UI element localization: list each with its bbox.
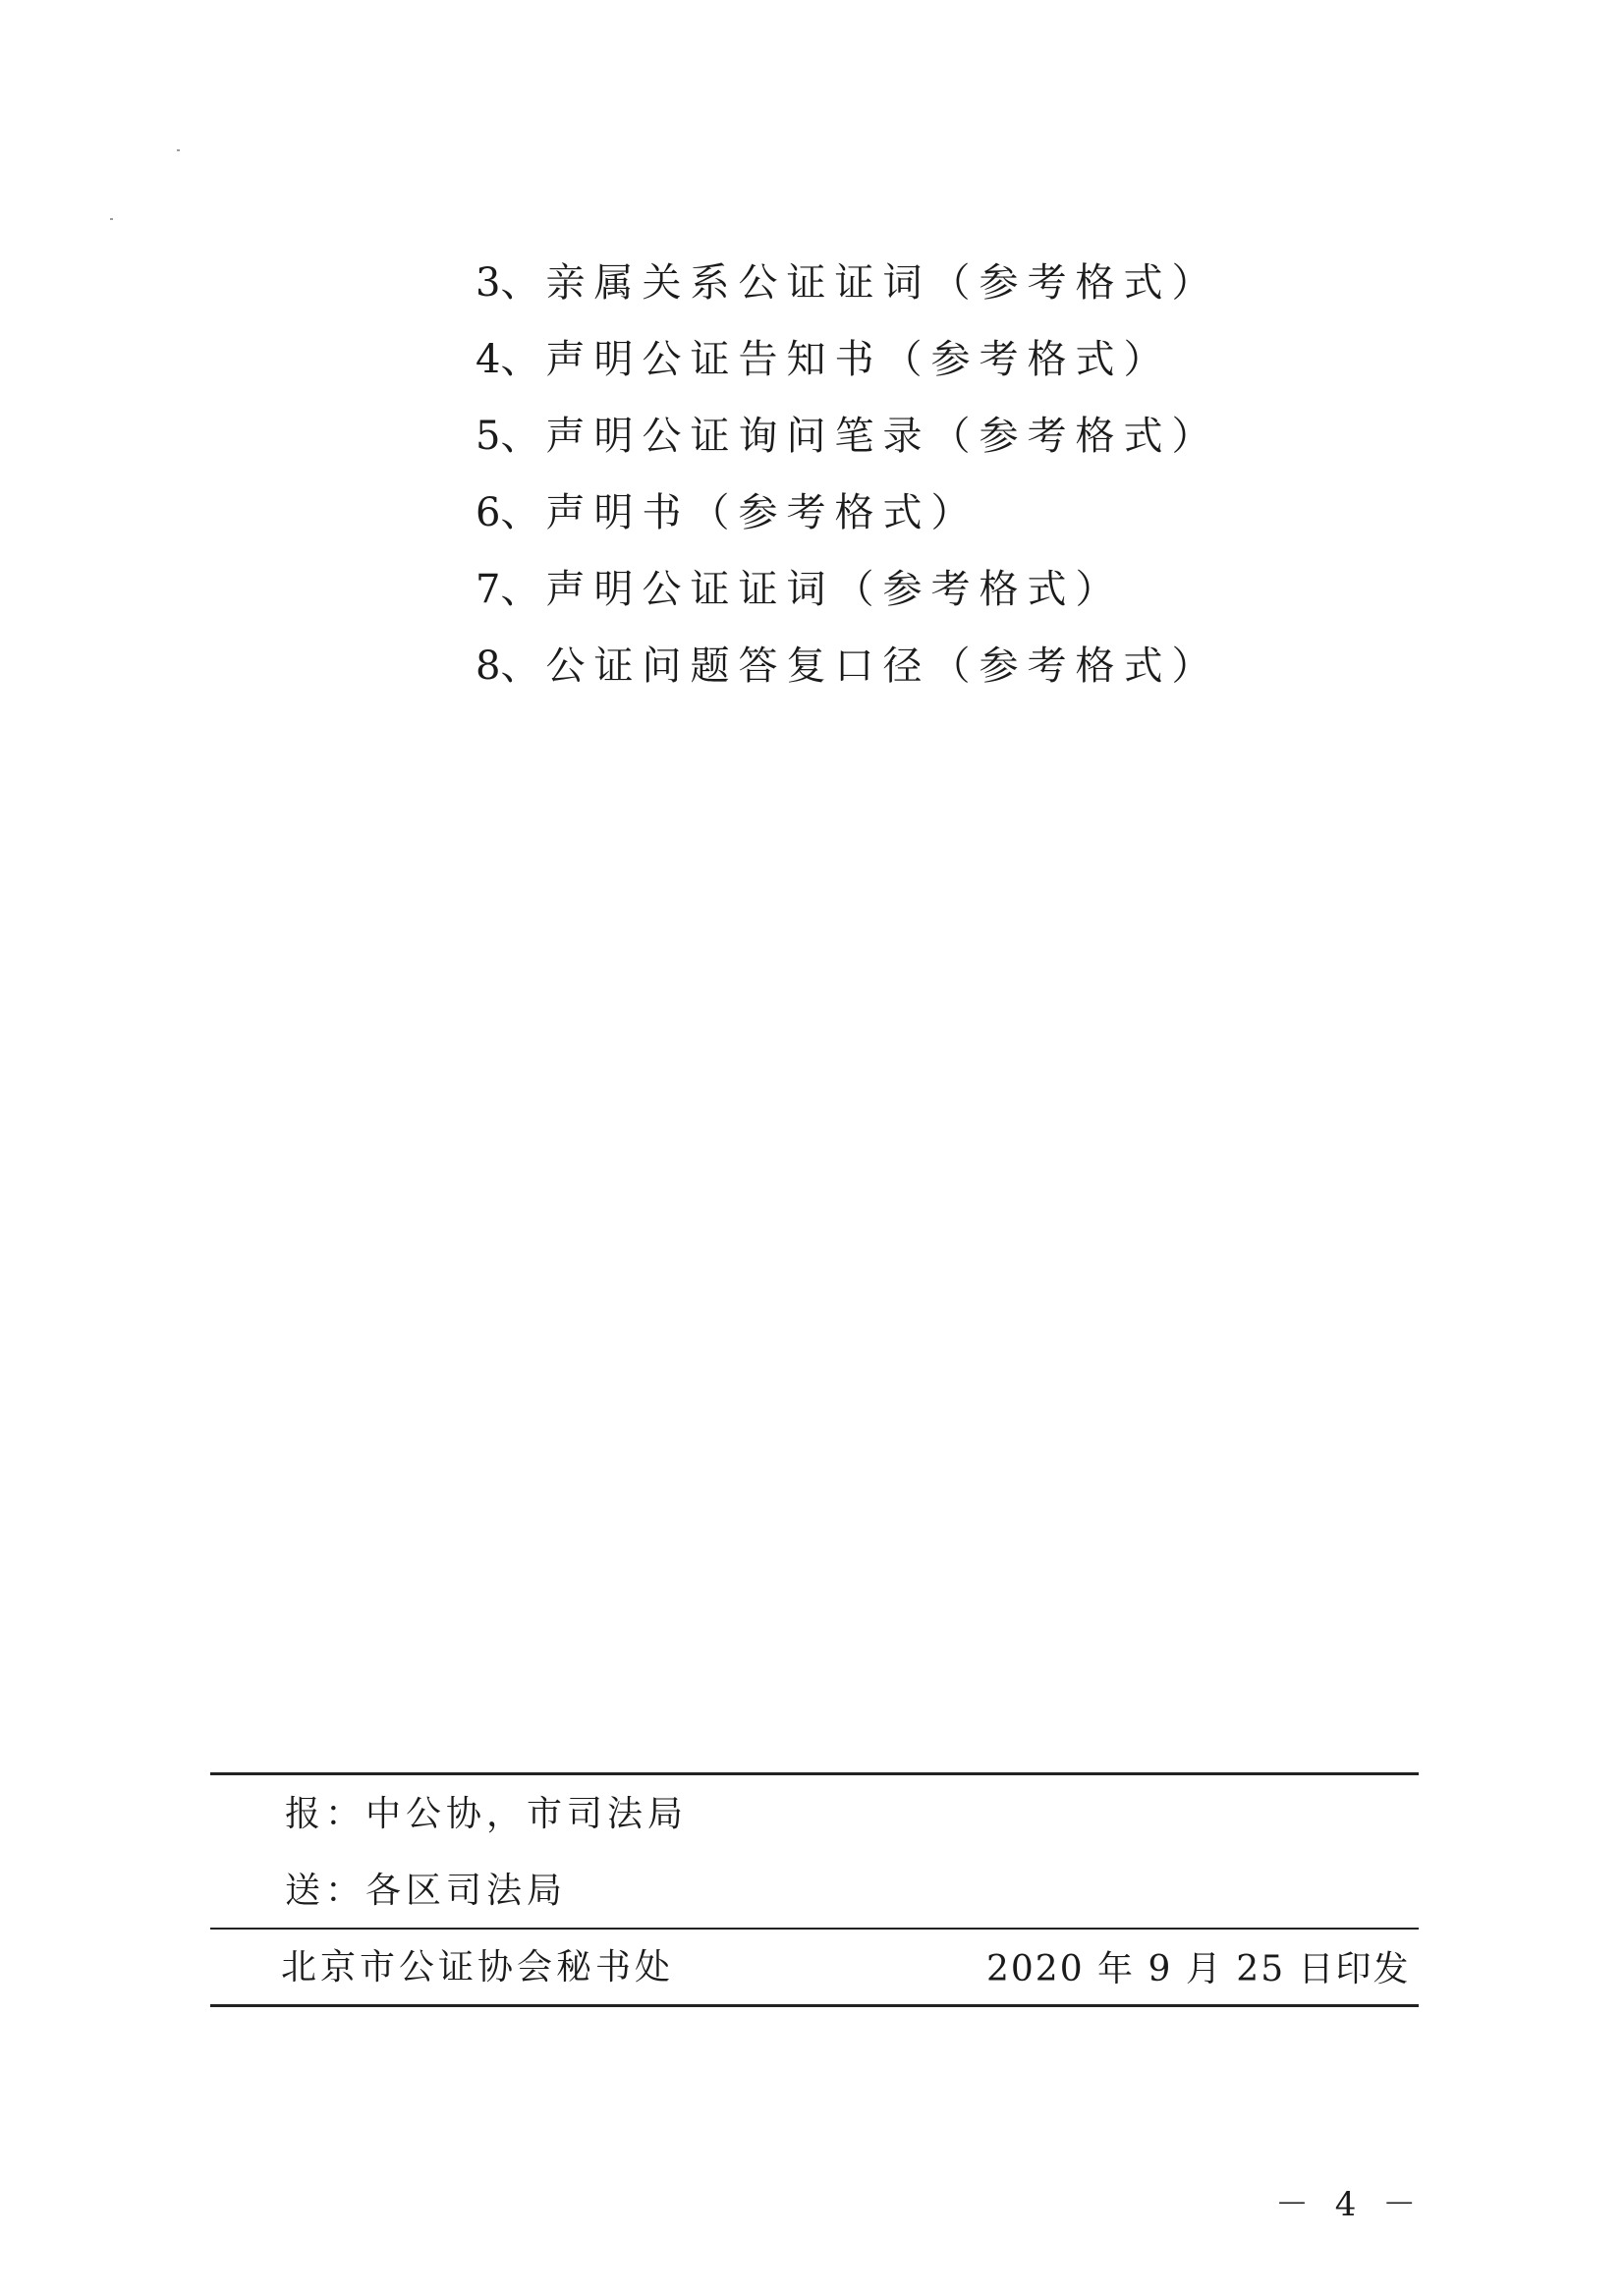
report-to-line: 报：中公协，市司法局 bbox=[285, 1794, 689, 1834]
attachment-item-6 bbox=[476, 483, 1360, 560]
page-number: － 4 － bbox=[1275, 2185, 1425, 2224]
attachment-item-7 bbox=[476, 560, 1360, 637]
distribution-middle-rule bbox=[210, 1928, 1419, 1930]
attachment-title: 公证问题答复口径（参考格式） bbox=[545, 644, 1220, 689]
issuer-name: 北京市公证协会秘书处 bbox=[281, 1947, 675, 1987]
attachment-list bbox=[476, 253, 1360, 713]
distribution-top-rule bbox=[210, 1772, 1419, 1775]
attachment-number: 8、 bbox=[476, 644, 540, 689]
attachment-title: 声明书（参考格式） bbox=[545, 490, 980, 535]
attachment-item-4 bbox=[476, 330, 1360, 407]
scan-speck bbox=[177, 149, 180, 151]
attachment-item-3 bbox=[476, 253, 1360, 330]
send-to-line: 送：各区司法局 bbox=[285, 1871, 568, 1911]
attachment-title: 亲属关系公证证词（参考格式） bbox=[545, 260, 1220, 306]
attachment-title: 声明公证询问笔录（参考格式） bbox=[545, 414, 1220, 459]
attachment-number: 7、 bbox=[476, 567, 540, 612]
attachment-number: 3、 bbox=[476, 260, 540, 306]
attachment-number: 6、 bbox=[476, 490, 540, 535]
attachment-title: 声明公证告知书（参考格式） bbox=[545, 337, 1172, 382]
issue-date: 2020 年 9 月 25 日印发 bbox=[986, 1949, 1411, 1989]
attachment-number: 5、 bbox=[476, 414, 540, 459]
attachment-item-5 bbox=[476, 407, 1360, 483]
distribution-bottom-rule bbox=[210, 2004, 1419, 2007]
attachment-number: 4、 bbox=[476, 337, 540, 382]
attachment-title: 声明公证证词（参考格式） bbox=[545, 567, 1124, 612]
attachment-item-8 bbox=[476, 637, 1360, 713]
scan-speck bbox=[110, 218, 113, 220]
